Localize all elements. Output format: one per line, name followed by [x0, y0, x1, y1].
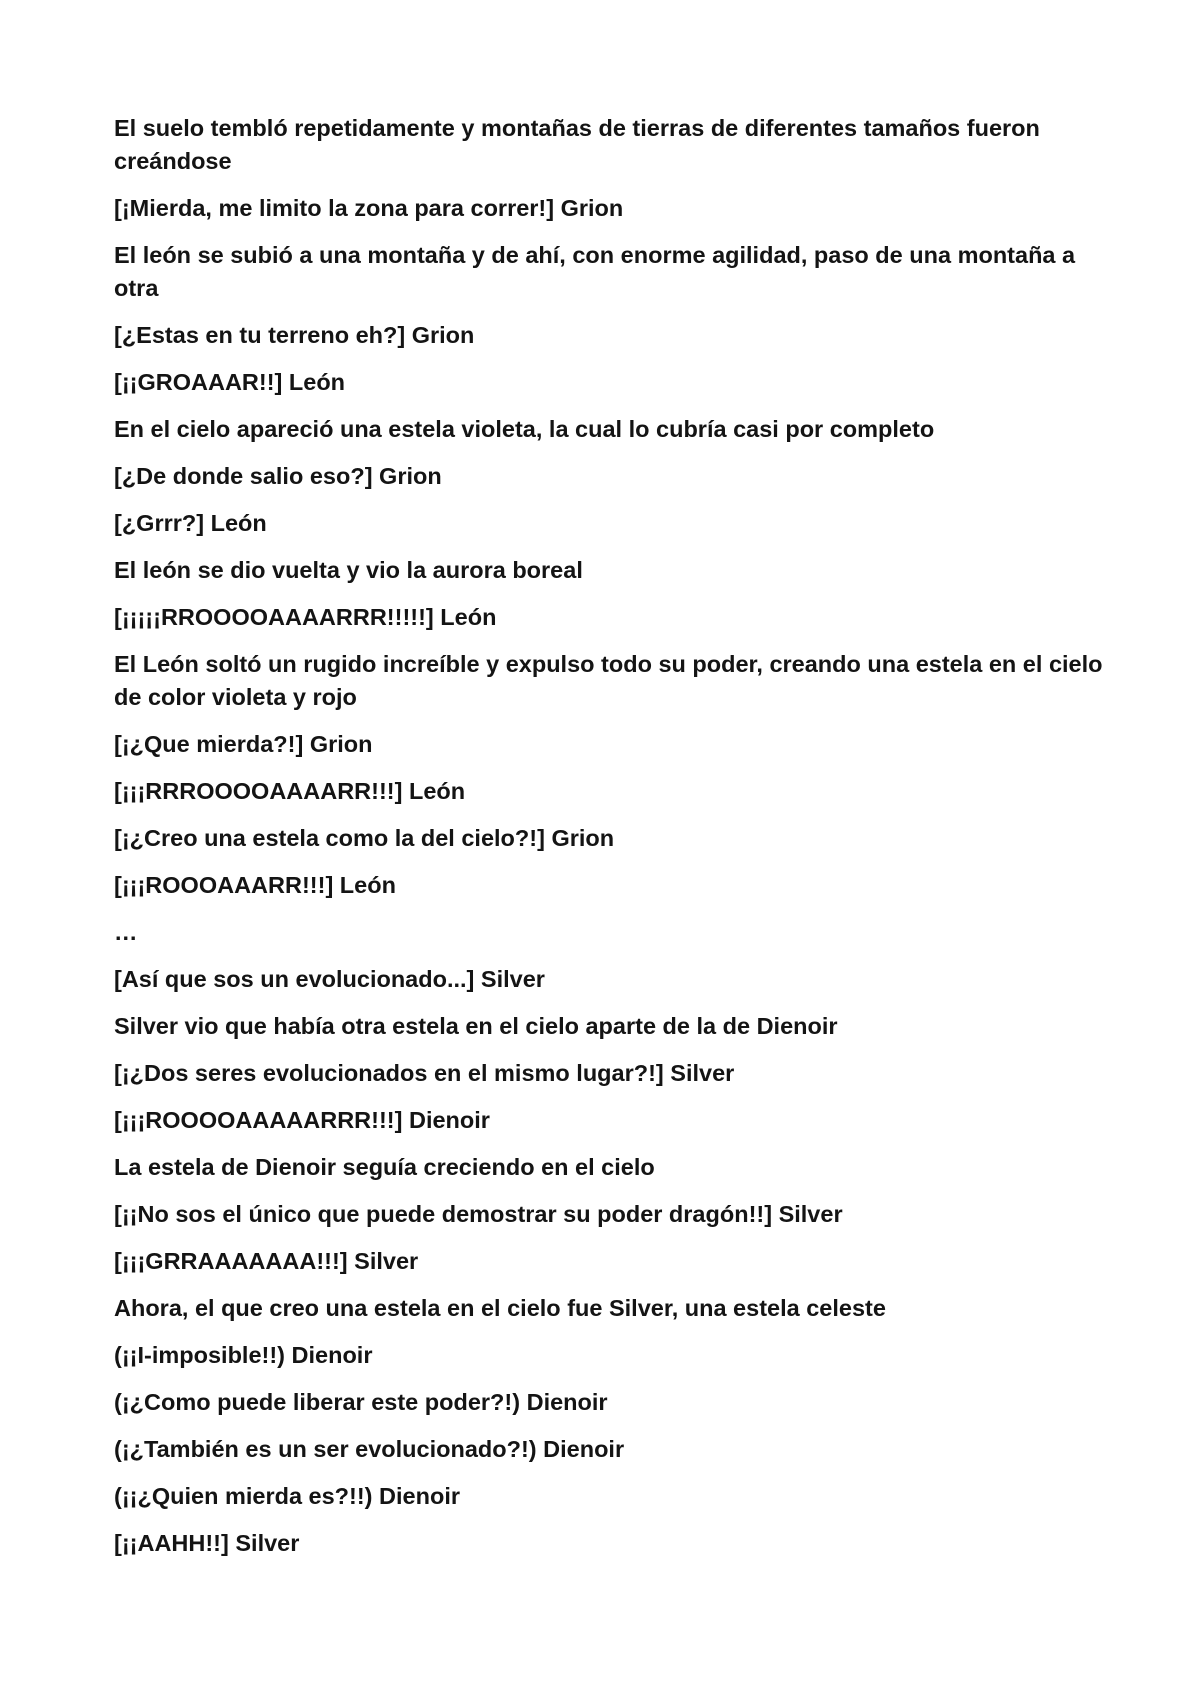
- narration-paragraph: El león se dio vuelta y vio la aurora boreal: [114, 557, 583, 583]
- dialogue-line: [¡¿Dos seres evolucionados en el mismo lugar?!] Silver: [114, 1060, 735, 1086]
- narration-paragraph: En el cielo apareció una estela violeta, la cual lo cubría casi por completo: [114, 416, 935, 442]
- thought-line: (¡¿También es un ser evolucionado?!) Dienoir: [114, 1436, 625, 1462]
- story-text: [114, 112, 1104, 1574]
- dialogue-line: [¡¡¡ROOOOAAAAARRR!!!] Dienoir: [114, 1107, 490, 1133]
- dialogue-line: [Así que sos un evolucionado...] Silver: [114, 966, 545, 992]
- narration-paragraph: Ahora, el que creo una estela en el cielo fue Silver, una estela celeste: [114, 1295, 886, 1321]
- dialogue-line: [¿De donde salio eso?] Grion: [114, 463, 442, 489]
- dialogue-line: [¡Mierda, me limito la zona para correr!] Grion: [114, 195, 624, 221]
- narration-paragraph: El León soltó un rugido increíble y expulso todo su poder, creando una estela en el cielo de color violeta y rojo: [114, 651, 1103, 710]
- dialogue-line: [¡¡¡¡¡RROOOOAAAARRR!!!!!] León: [114, 604, 497, 630]
- dialogue-line: [¡¡GROAAAR!!] León: [114, 369, 346, 395]
- thought-line: (¡¡¿Quien mierda es?!!) Dienoir: [114, 1483, 460, 1509]
- dialogue-line: [¿Grrr?] León: [114, 510, 267, 536]
- narration-paragraph: Silver vio que había otra estela en el cielo aparte de la de Dienoir: [114, 1013, 838, 1039]
- thought-line: (¡¡I-imposible!!) Dienoir: [114, 1342, 373, 1368]
- dialogue-line: [¡¡AAHH!!] Silver: [114, 1530, 300, 1556]
- thought-line: (¡¿Como puede liberar este poder?!) Dienoir: [114, 1389, 608, 1415]
- narration-paragraph: La estela de Dienoir seguía creciendo en el cielo: [114, 1154, 655, 1180]
- narration-paragraph: El suelo tembló repetidamente y montañas de tierras de diferentes tamaños fueron creándose: [114, 115, 1040, 174]
- dialogue-line: [¡¿Que mierda?!] Grion: [114, 731, 373, 757]
- dialogue-line: [¡¡¡GRRAAAAAAA!!!] Silver: [114, 1248, 419, 1274]
- scene-break: …: [114, 919, 138, 945]
- dialogue-line: [¡¡No sos el único que puede demostrar su poder dragón!!] Silver: [114, 1201, 843, 1227]
- dialogue-line: [¿Estas en tu terreno eh?] Grion: [114, 322, 475, 348]
- dialogue-line: [¡¿Creo una estela como la del cielo?!] Grion: [114, 825, 615, 851]
- dialogue-line: [¡¡¡ROOOAAARR!!!] León: [114, 872, 396, 898]
- narration-paragraph: El león se subió a una montaña y de ahí, con enorme agilidad, paso de una montaña a otra: [114, 242, 1076, 301]
- dialogue-line: [¡¡¡RRROOOOAAAARR!!!] León: [114, 778, 466, 804]
